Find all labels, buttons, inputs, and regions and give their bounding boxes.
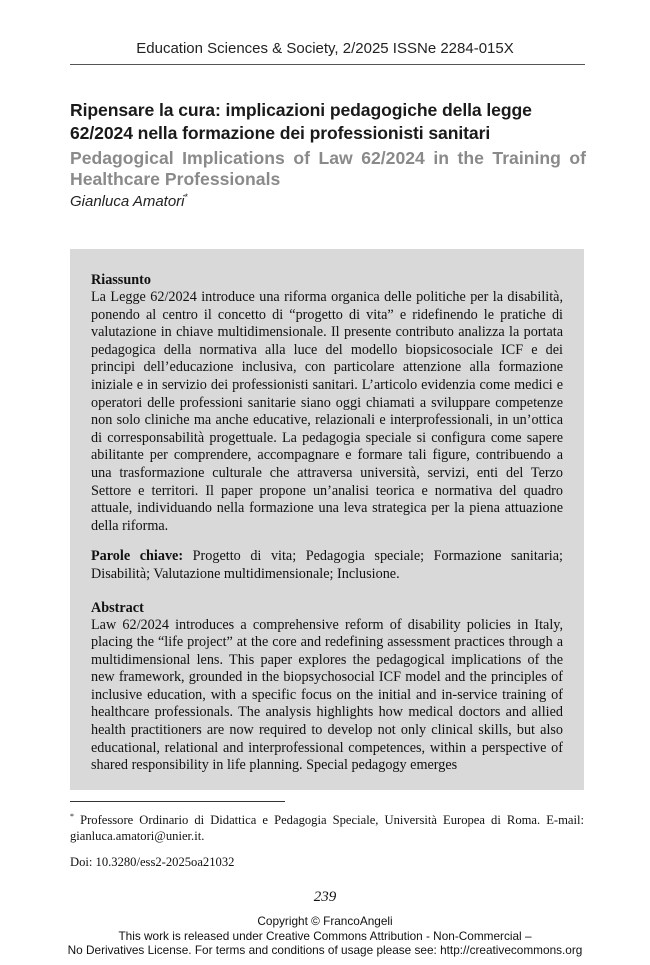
- author-name: Gianluca Amatori: [70, 193, 185, 210]
- abstract-text: Law 62/2024 introduces a comprehensive reform of disability policies in Italy, placing the “life project” at the core and redefining assessment practices through a multidimensional lens. This paper explores the pedagogical implications of the new framework, grounded in the biopsychosocial ICF model and the principles of inclusive education, with a specific focus on the initial and in-service training of healthcare professionals. The analysis highlights how medical doctors and allied health practitioners are now required to develop not only clinical skills, but also educational, relational and interprofessional competences, within a perspective of shared responsibility in life planning. Special pedagogy emerges: [91, 616, 563, 774]
- section-gap: [91, 584, 563, 600]
- abstract-heading: Abstract: [91, 599, 144, 616]
- license-notice: [0, 914, 650, 958]
- article-title-english: Pedagogical Implications of Law 62/2024 in the Training of Healthcare Professionals: [70, 148, 586, 189]
- license-line: This work is released under Creative Commons Attribution - Non-Commercial –: [118, 928, 532, 943]
- header-rule: [70, 64, 585, 65]
- copyright-line: Copyright © FrancoAngeli: [257, 914, 393, 928]
- author-footnote-mark: *: [184, 192, 189, 202]
- page-number: 239: [313, 889, 337, 905]
- license-terms-line: No Derivatives License. For terms and conditions of usage please see: http://creativecommons.org: [67, 943, 583, 958]
- keywords-text: Progetto di vita; Pedagogia speciale; Formazione sanitaria; Disabilità; Valutazione multidimensionale; Inclusione.: [91, 548, 563, 582]
- author-footnote: [70, 809, 584, 844]
- footnote-mark: *: [70, 812, 74, 821]
- footnote-text: Professore Ordinario di Didattica e Pedagogia Speciale, Università Europea di Roma. E-mail: gianluca.amatori@unier.it.: [70, 813, 584, 843]
- journal-header: Education Sciences & Society, 2/2025 ISSNe 2284-015X: [136, 40, 514, 57]
- article-title-italian: Ripensare la cura: implicazioni pedagogiche della legge 62/2024 nella formazione dei professionisti sanitari: [70, 100, 532, 143]
- keywords-label: Parole chiave:: [91, 548, 184, 565]
- riassunto-text: La Legge 62/2024 introduce una riforma organica delle politiche per la disabilità, ponendo al centro il concetto di “progetto di vita” e ridefinendo le pratiche di valutazione in chiave multidimensionale. Il presente contributo analizza la portata pedagogica della normativa alla luce del modello biopsicosociale ICF e dei principi dell’educazione inclusiva, con particolare attenzione alla formazione iniziale e in servizio dei professionisti sanitari. L’articolo evidenzia come medici e operatori delle professioni sanitarie siano oggi chiamati a sviluppare competenze non solo cliniche ma anche educative, relazionali e interprofessionali, in un’ottica di corresponsabilità progettuale. La pedagogia speciale si configura come sapere abilitante per comprendere, accompagnare e formare tali figure, contribuendo a una trasformazione culturale che attraversa università, servizi, enti del Terzo Settore e territori. Il paper propone un’analisi teorica e normativa del quadro attuale, individuando nella formazione una leva strategica per la piena attuazione della riforma.: [91, 289, 563, 534]
- keywords-line: [91, 548, 563, 583]
- author-line: [70, 192, 188, 210]
- riassunto-heading: Riassunto: [91, 272, 151, 288]
- abstract-box-content: [91, 272, 563, 775]
- doi: Doi: 10.3280/ess2-2025oa21032: [70, 855, 235, 869]
- abstract-box: [70, 249, 584, 790]
- footnote-rule: [70, 801, 285, 802]
